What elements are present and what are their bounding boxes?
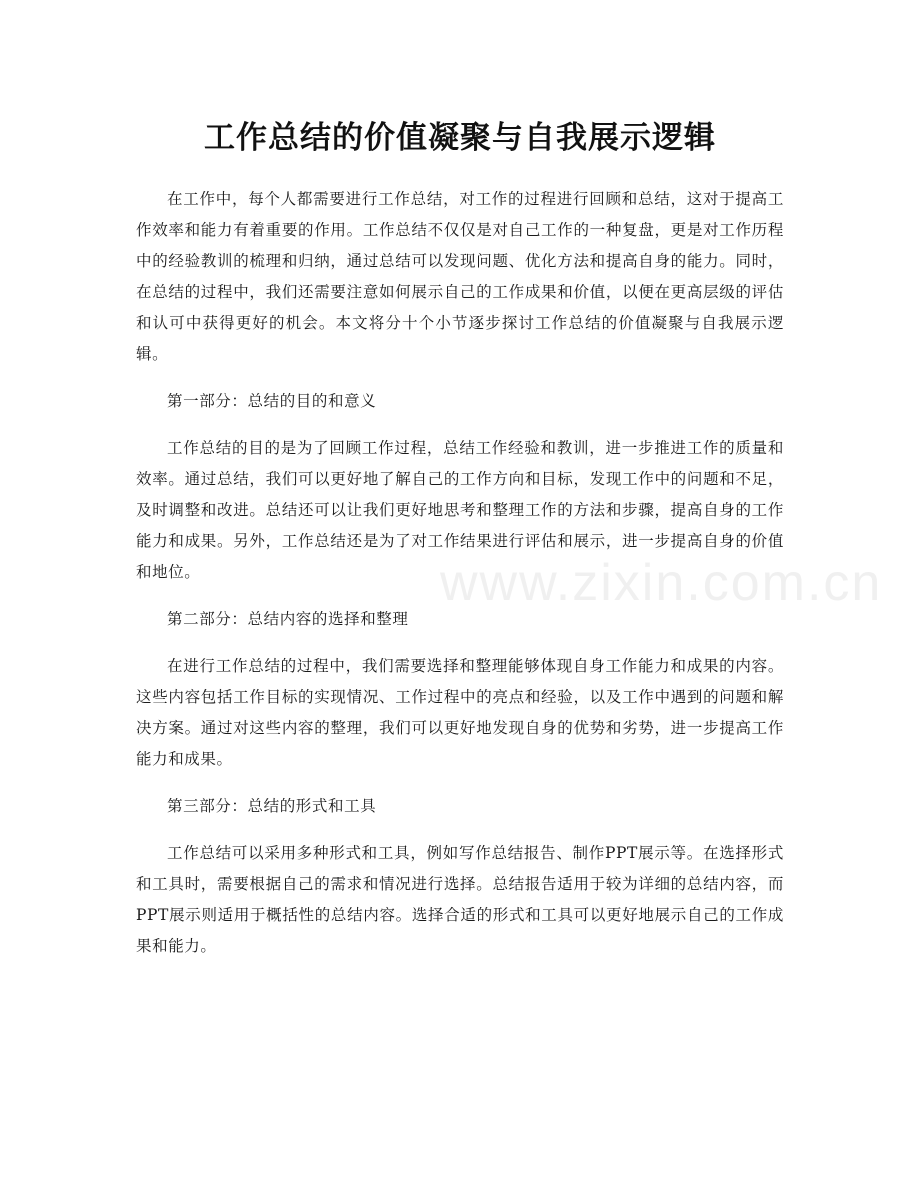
section-heading-1: 第一部分：总结的目的和意义	[167, 392, 377, 410]
intro-paragraph: 在工作中，每个人都需要进行工作总结，对工作的过程进行回顾和总结，这对于提高工作效率和能力有着重要的作用。工作总结不仅仅是对自己工作的一种复盘，更是对工作历程中的经验教训的梳理和归纳，通过总结可以发现问题、优化方法和提高自身的能力。同时，在总结的过程中，我们还需要注意如何展示自己的工作成果和价值，以便在更高层级的评估和认可中获得更好的机会。本文将分十个小节逐步探讨工作总结的价值凝聚与自我展示逻辑。	[136, 190, 784, 363]
section-paragraph-1: 工作总结的目的是为了回顾工作过程，总结工作经验和教训，进一步推进工作的质量和效率。通过总结，我们可以更好地了解自己的工作方向和目标，发现工作中的问题和不足，及时调整和改进。总结还可以让我们更好地思考和整理工作的方法和步骤，提高自身的工作能力和成果。另外，工作总结还是为了对工作结果进行评估和展示，进一步提高自身的价值和地位。	[136, 439, 784, 581]
watermark: www.zixin.com.cn	[440, 554, 883, 612]
section-heading-3: 第三部分：总结的形式和工具	[167, 797, 377, 815]
document-title: 工作总结的价值凝聚与自我展示逻辑	[204, 120, 716, 156]
section-paragraph-2: 在进行工作总结的过程中，我们需要选择和整理能够体现自身工作能力和成果的内容。这些内容包括工作目标的实现情况、工作过程中的亮点和经验，以及工作中遇到的问题和解决方案。通过对这些内容的整理，我们可以更好地发现自身的优势和劣势，进一步提高工作能力和成果。	[136, 657, 784, 768]
section-paragraph-3: 工作总结可以采用多种形式和工具，例如写作总结报告、制作PPT展示等。在选择形式和工具时，需要根据自己的需求和情况进行选择。总结报告适用于较为详细的总结内容，而PPT展示则适用于概括性的总结内容。选择合适的形式和工具可以更好地展示自己的工作成果和能力。	[136, 844, 784, 955]
document-body	[136, 184, 784, 962]
section-heading-2: 第二部分：总结内容的选择和整理	[167, 610, 409, 628]
